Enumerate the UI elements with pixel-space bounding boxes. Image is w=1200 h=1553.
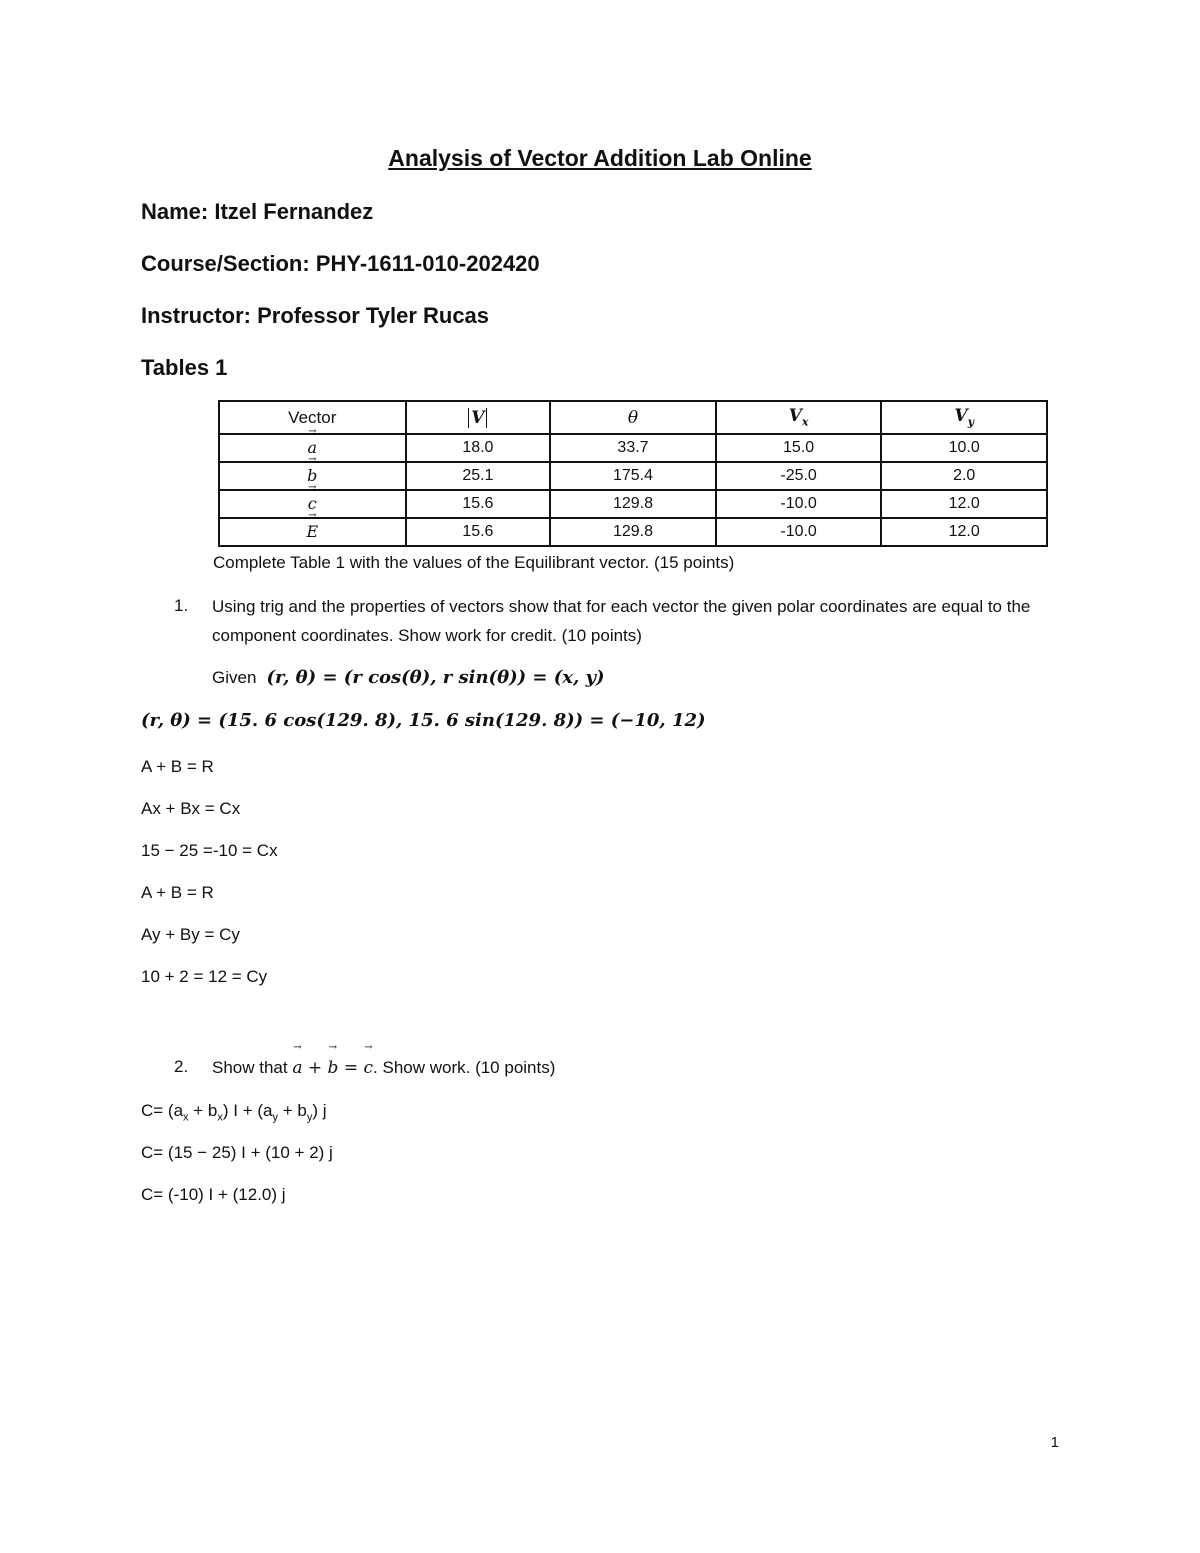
theta-cell: 33.7 — [550, 434, 716, 462]
work-line: C= (15 − 25) I + (10 + 2) j — [141, 1143, 333, 1162]
theta-cell: 129.8 — [550, 518, 716, 546]
vy-cell: 12.0 — [881, 490, 1047, 518]
theta-cell: 129.8 — [550, 490, 716, 518]
table-row: → b 25.1 175.4 -25.0 2.0 — [219, 462, 1047, 490]
theta-cell: 175.4 — [550, 462, 716, 490]
vx-cell: 15.0 — [716, 434, 882, 462]
table-row: → a 18.0 33.7 15.0 10.0 — [219, 434, 1047, 462]
vx-cell: -10.0 — [716, 518, 882, 546]
work-line: C= (-10) I + (12.0) j — [141, 1185, 286, 1204]
vector-symbol: c — [307, 494, 317, 513]
header-vx: $V_x$ — [716, 401, 882, 434]
course-section: Course/Section: PHY-1611-010-202420 — [141, 251, 540, 276]
magnitude-cell: 18.0 — [406, 434, 551, 462]
header-vy: $V_y$ — [881, 401, 1047, 434]
magnitude-cell: 15.6 — [406, 518, 551, 546]
vx-cell: -25.0 — [716, 462, 882, 490]
work-equation: (r, θ) = (15. 6 cos(129. 8), 15. 6 sin(129. 8)) = (−10, 12) — [141, 710, 706, 731]
tables-heading: Tables 1 — [141, 355, 228, 380]
given-equation — [212, 667, 604, 688]
question-1-number: 1. — [174, 596, 189, 615]
vy-cell: 12.0 — [881, 518, 1047, 546]
work-line: Ax + Bx = Cx — [141, 799, 241, 818]
vector-symbol: E — [306, 522, 319, 541]
header-magnitude: V — [406, 401, 551, 434]
page-number: 1 — [1050, 1434, 1059, 1451]
student-name: Name: Itzel Fernandez — [141, 199, 374, 224]
header-theta: θ — [550, 401, 716, 434]
vector-symbol: a — [307, 438, 318, 457]
vector-symbol: b — [307, 466, 318, 485]
work-line: $C= (a_x + b_x) I + (a_y + b_y)$ j — [141, 1101, 327, 1124]
vx-cell: -10.0 — [716, 490, 882, 518]
work-line: A + B = R — [141, 883, 214, 902]
given-formula: (r, θ) = (r cos(θ), r sin(θ)) = (x, y) — [266, 667, 605, 688]
given-label: Given — [212, 668, 257, 687]
vy-cell: 10.0 — [881, 434, 1047, 462]
table-row: → c 15.6 129.8 -10.0 12.0 — [219, 490, 1047, 518]
question-2-text: Show that → a + → b = → c. Show work. (10 points) — [212, 1042, 556, 1078]
table-header-row — [219, 401, 1047, 434]
instructor: Instructor: Professor Tyler Rucas — [141, 303, 490, 328]
table-row: → E 15.6 129.8 -10.0 12.0 — [219, 518, 1047, 546]
document-title: Analysis of Vector Addition Lab Online — [388, 145, 812, 171]
question-2-number: 2. — [174, 1057, 189, 1076]
question-1-text: Using trig and the properties of vectors show that for each vector the given polar coordinates are equal to the component coordinates. Show work for credit. (10 points) — [212, 597, 1031, 645]
table-note: Complete Table 1 with the values of the Equilibrant vector. (15 points) — [213, 553, 735, 572]
work-line: 10 + 2 = 12 = Cy — [141, 967, 268, 986]
magnitude-cell: 25.1 — [406, 462, 551, 490]
work-line: 15 − 25 =-10 = Cx — [141, 841, 278, 860]
magnitude-cell: 15.6 — [406, 490, 551, 518]
vector-table — [218, 400, 1048, 547]
work-line: A + B = R — [141, 757, 214, 776]
header-vector: Vector — [219, 401, 406, 434]
vector-sum-formula: → a + → b = → c — [292, 1042, 374, 1078]
vy-cell: 2.0 — [881, 462, 1047, 490]
work-line: Ay + By = Cy — [141, 925, 240, 944]
